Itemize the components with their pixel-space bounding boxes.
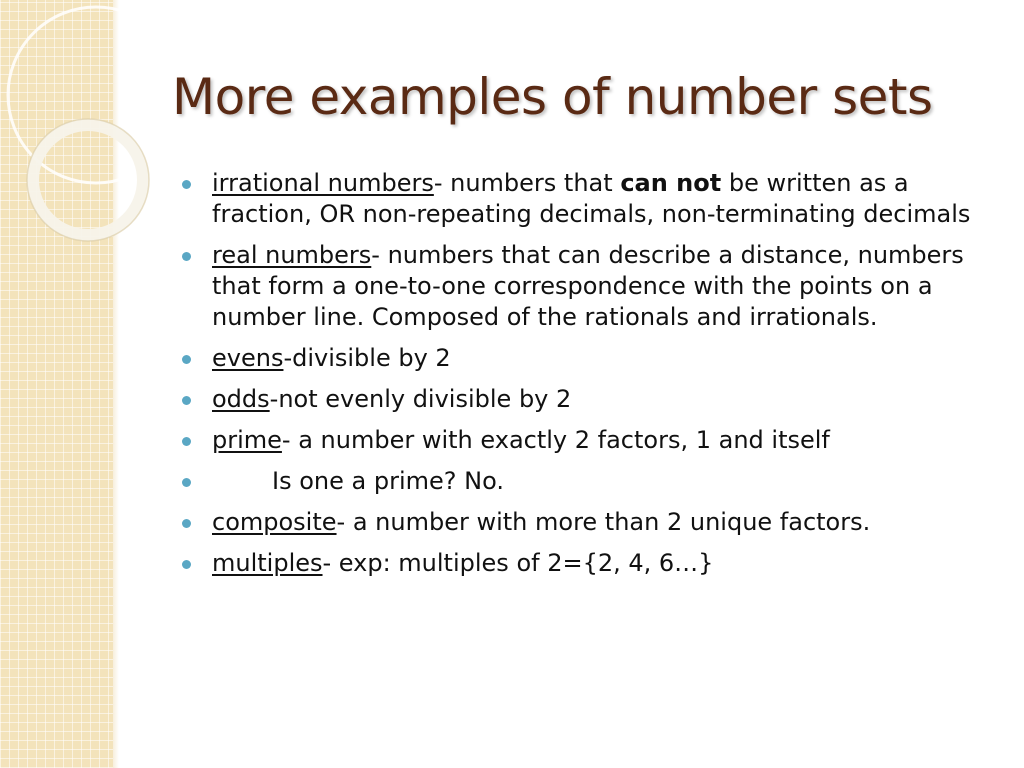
definition-text: - a number with more than 2 unique factors. xyxy=(336,508,871,536)
bullet-list xyxy=(182,168,992,589)
bullet-dot-icon xyxy=(182,180,191,189)
bullet-dot-icon xyxy=(182,355,191,364)
bullet-prime xyxy=(182,425,992,456)
bullet-dot-icon xyxy=(182,396,191,405)
bullet-odds xyxy=(182,384,992,415)
definition-text: -not evenly divisible by 2 xyxy=(269,385,572,413)
term-multiples: multiples xyxy=(212,549,323,577)
bullet-real-numbers xyxy=(182,240,992,333)
bullet-evens xyxy=(182,343,992,374)
emphasis-can-not: can not xyxy=(620,169,722,197)
definition-text: - numbers that xyxy=(433,169,621,197)
definition-text: - exp: multiples of 2={2, 4, 6…} xyxy=(322,549,714,577)
bullet-multiples xyxy=(182,548,992,579)
decorative-rings-ornament xyxy=(0,0,200,260)
bullet-irrational-numbers xyxy=(182,168,992,230)
definition-text: be written as a fraction, OR non-repeating decimals, non-terminating decimals xyxy=(212,169,971,228)
slide-title: More examples of number sets xyxy=(172,68,933,126)
bullet-dot-icon xyxy=(182,252,191,261)
bullet-prime-question xyxy=(182,466,992,497)
definition-text: -divisible by 2 xyxy=(283,344,451,372)
term-odds: odds xyxy=(212,385,270,413)
term-real-numbers: real numbers xyxy=(212,241,372,269)
bullet-composite xyxy=(182,507,992,538)
bullet-dot-icon xyxy=(182,437,191,446)
term-evens: evens xyxy=(212,344,284,372)
bullet-dot-icon xyxy=(182,478,191,487)
bullet-dot-icon xyxy=(182,519,191,528)
bullet-dot-icon xyxy=(182,560,191,569)
definition-text: - a number with exactly 2 factors, 1 and itself xyxy=(281,426,830,454)
question-text: Is one a prime? No. xyxy=(272,467,504,495)
term-irrational-numbers: irrational numbers xyxy=(212,169,434,197)
term-prime: prime xyxy=(212,426,282,454)
definition-text: - numbers that can describe a distance, numbers that form a one-to-one correspondence with the points on a number line. Composed of the rationals and irrationals. xyxy=(212,241,964,331)
ornament-ring-small xyxy=(33,125,143,235)
ornament-ring-small-edge xyxy=(27,119,149,241)
term-composite: composite xyxy=(212,508,337,536)
